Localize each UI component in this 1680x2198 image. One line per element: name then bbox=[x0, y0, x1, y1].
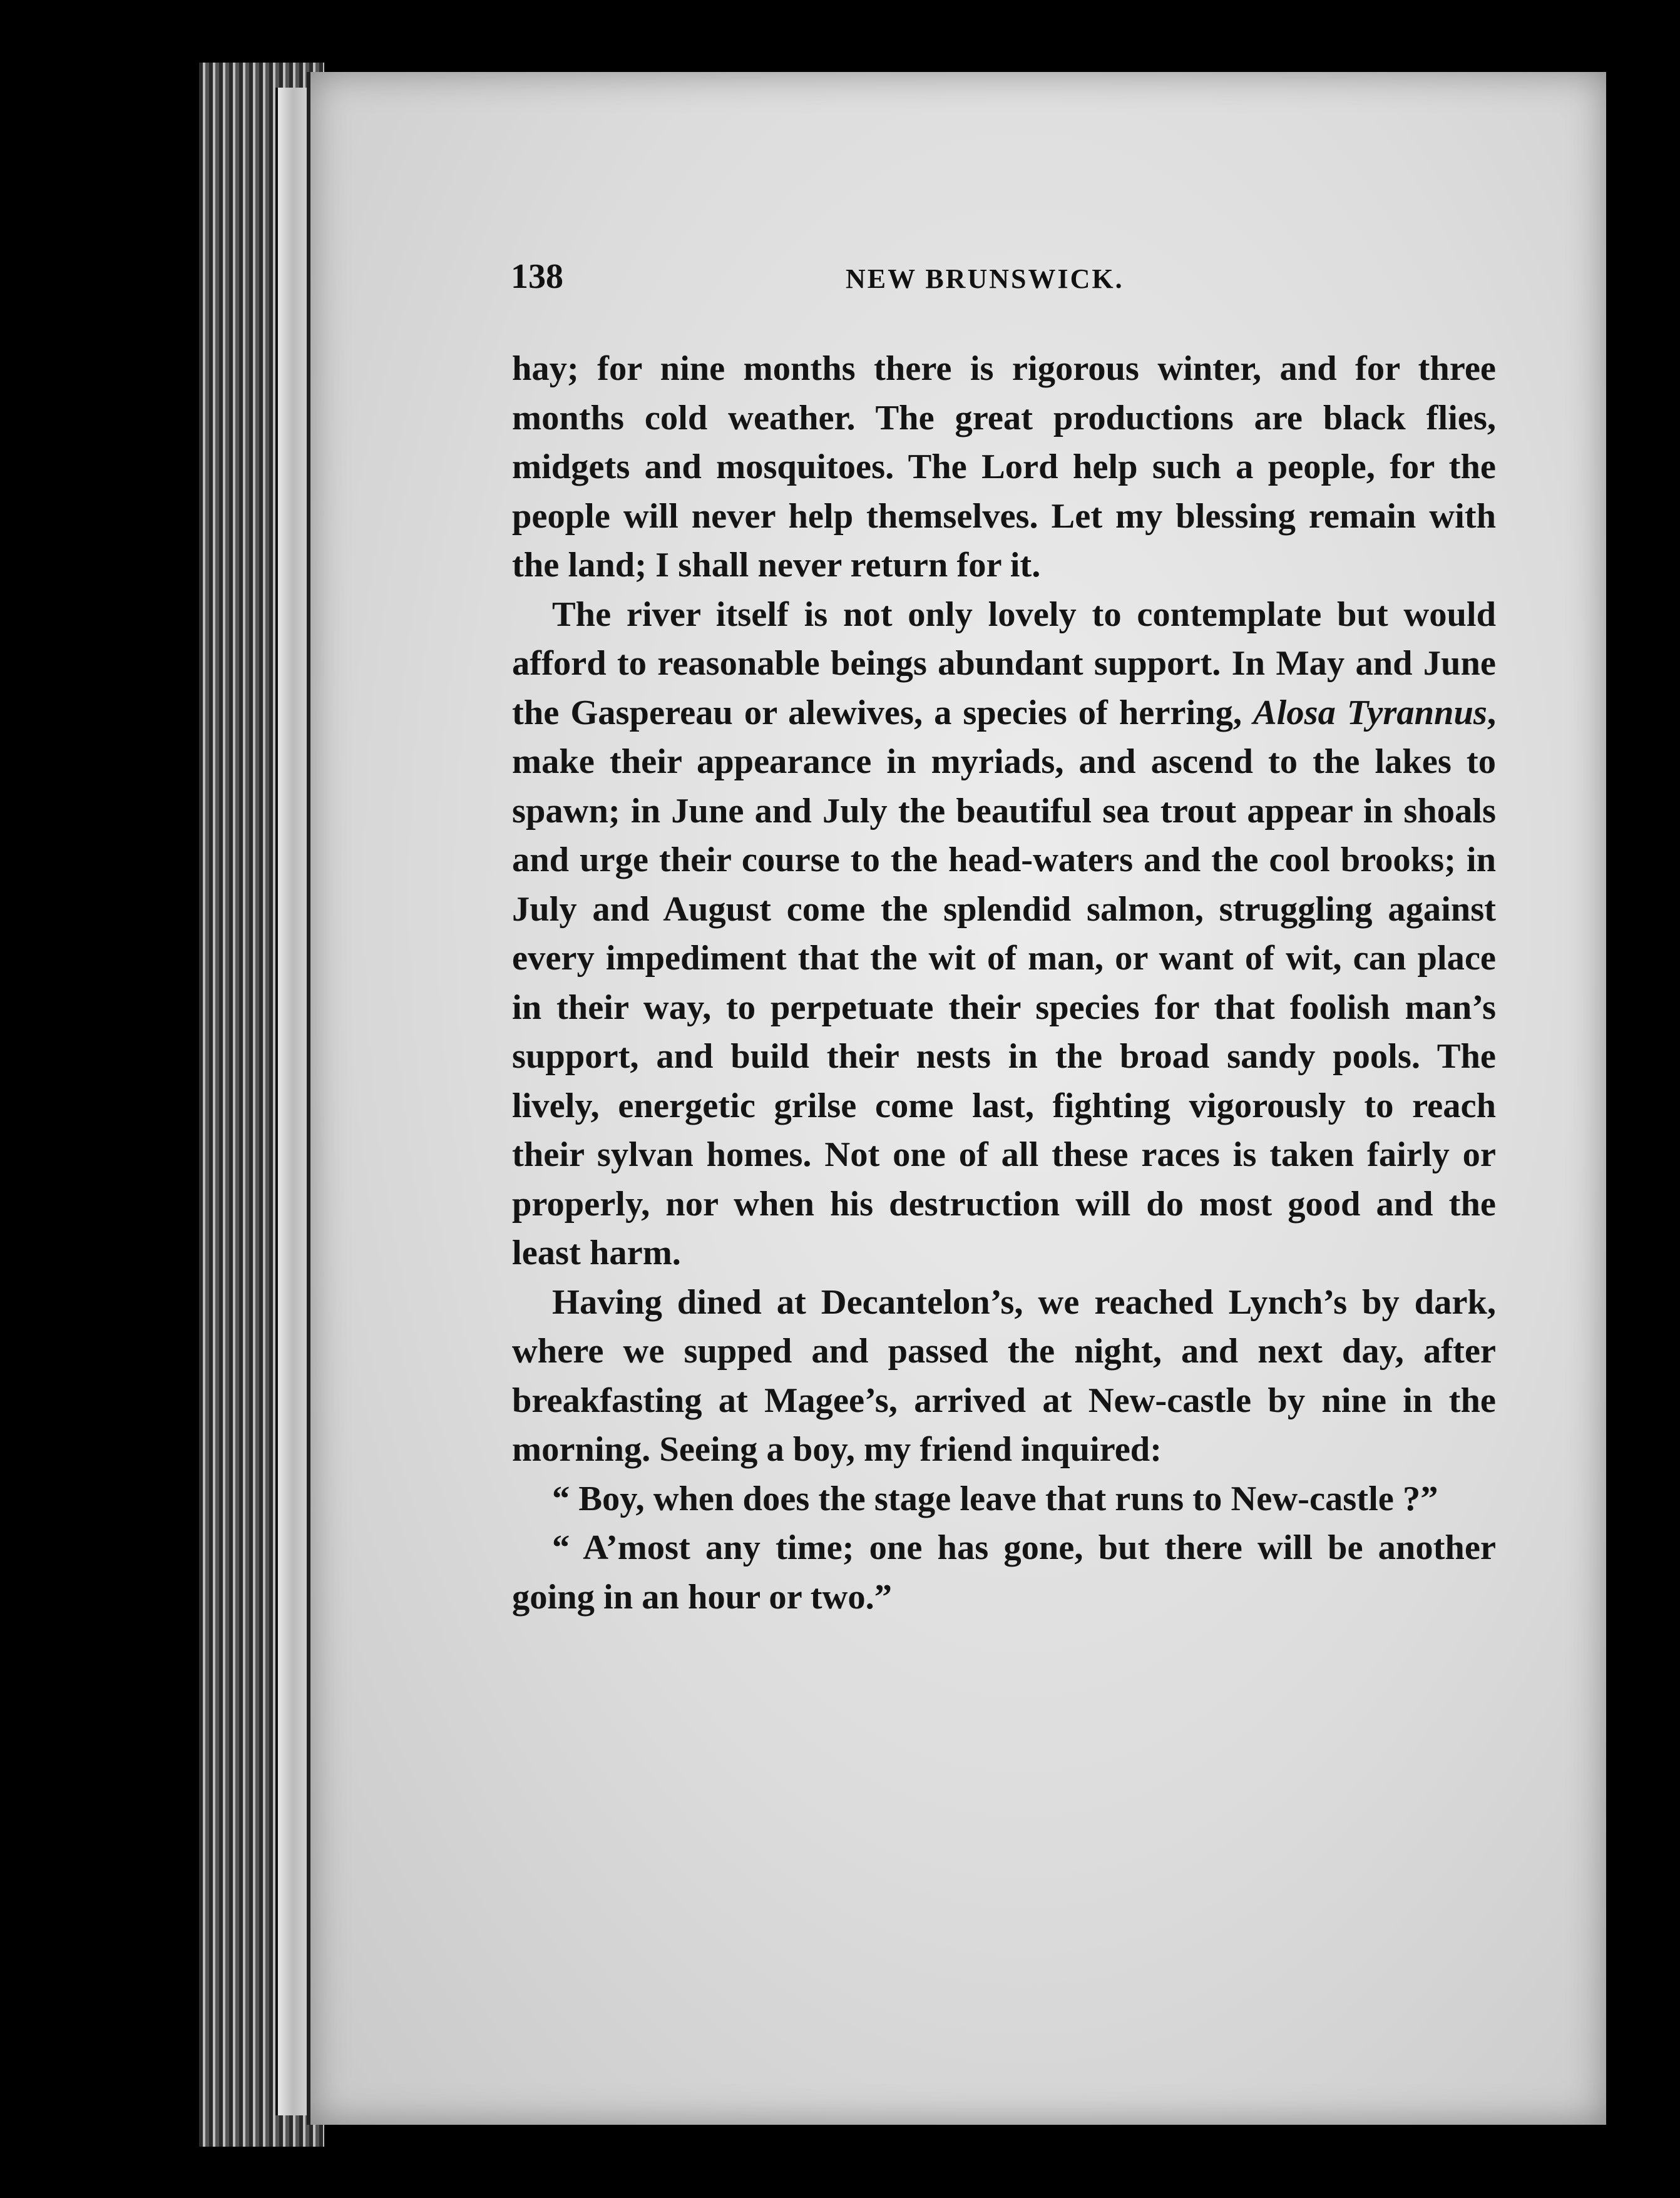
species-name-italic: Alosa Tyrannus bbox=[1253, 693, 1487, 732]
paragraph-2-part-b: , make their appearance in myriads, and ascend to the lakes to spawn; in June and July the beautiful sea trout appear in shoals and urge their course to the head-waters and the cool brooks; in July and August come the splendid salmon, struggling against every impediment that the wit of man, or want of wit, can place in their way, to perpetuate their species for that foolish man’s support, and build their nests in the broad sandy pools. The lively, energetic grilse come last, fighting vigorously to reach their sylvan homes. Not one of all these races is taken fairly or properly, nor when his destruction will do most good and the least harm. bbox=[512, 693, 1496, 1272]
paragraph-1: hay; for nine months there is rigorous winter, and for three months cold weather. The great productions are black flies, midgets and mosquitoes. The Lord help such a people, for the people will never help themselves. Let my blessing remain with the land; I shall never return for it. bbox=[512, 349, 1496, 585]
page-number: 138 bbox=[511, 257, 563, 296]
paragraph-3: Having dined at Decantelon’s, we reached Lynch’s by dark, where we supped and passed the night, and next day, after breakfasting at Magee’s, arrived at New-castle by nine in the morning. Seeing a boy, my friend inquired: bbox=[512, 1282, 1496, 1469]
book-page bbox=[307, 72, 1606, 2125]
page-body bbox=[512, 344, 1496, 1622]
paragraph-2 bbox=[512, 590, 1496, 1278]
paragraph-5-dialogue: “ A’most any time; one has gone, but there will be another going in an hour or two.” bbox=[512, 1528, 1496, 1617]
paragraph-4-dialogue: “ Boy, when does the stage leave that runs to New-castle ?” bbox=[552, 1479, 1438, 1518]
paragraph-2-part-a: The river itself is not only lovely to contemplate but would afford to reasonable beings abundant support. In May and June the Gaspereau or alewives, a species of herring, bbox=[512, 595, 1496, 732]
page-header bbox=[511, 257, 1525, 307]
running-head: NEW BRUNSWICK. bbox=[846, 263, 1124, 294]
